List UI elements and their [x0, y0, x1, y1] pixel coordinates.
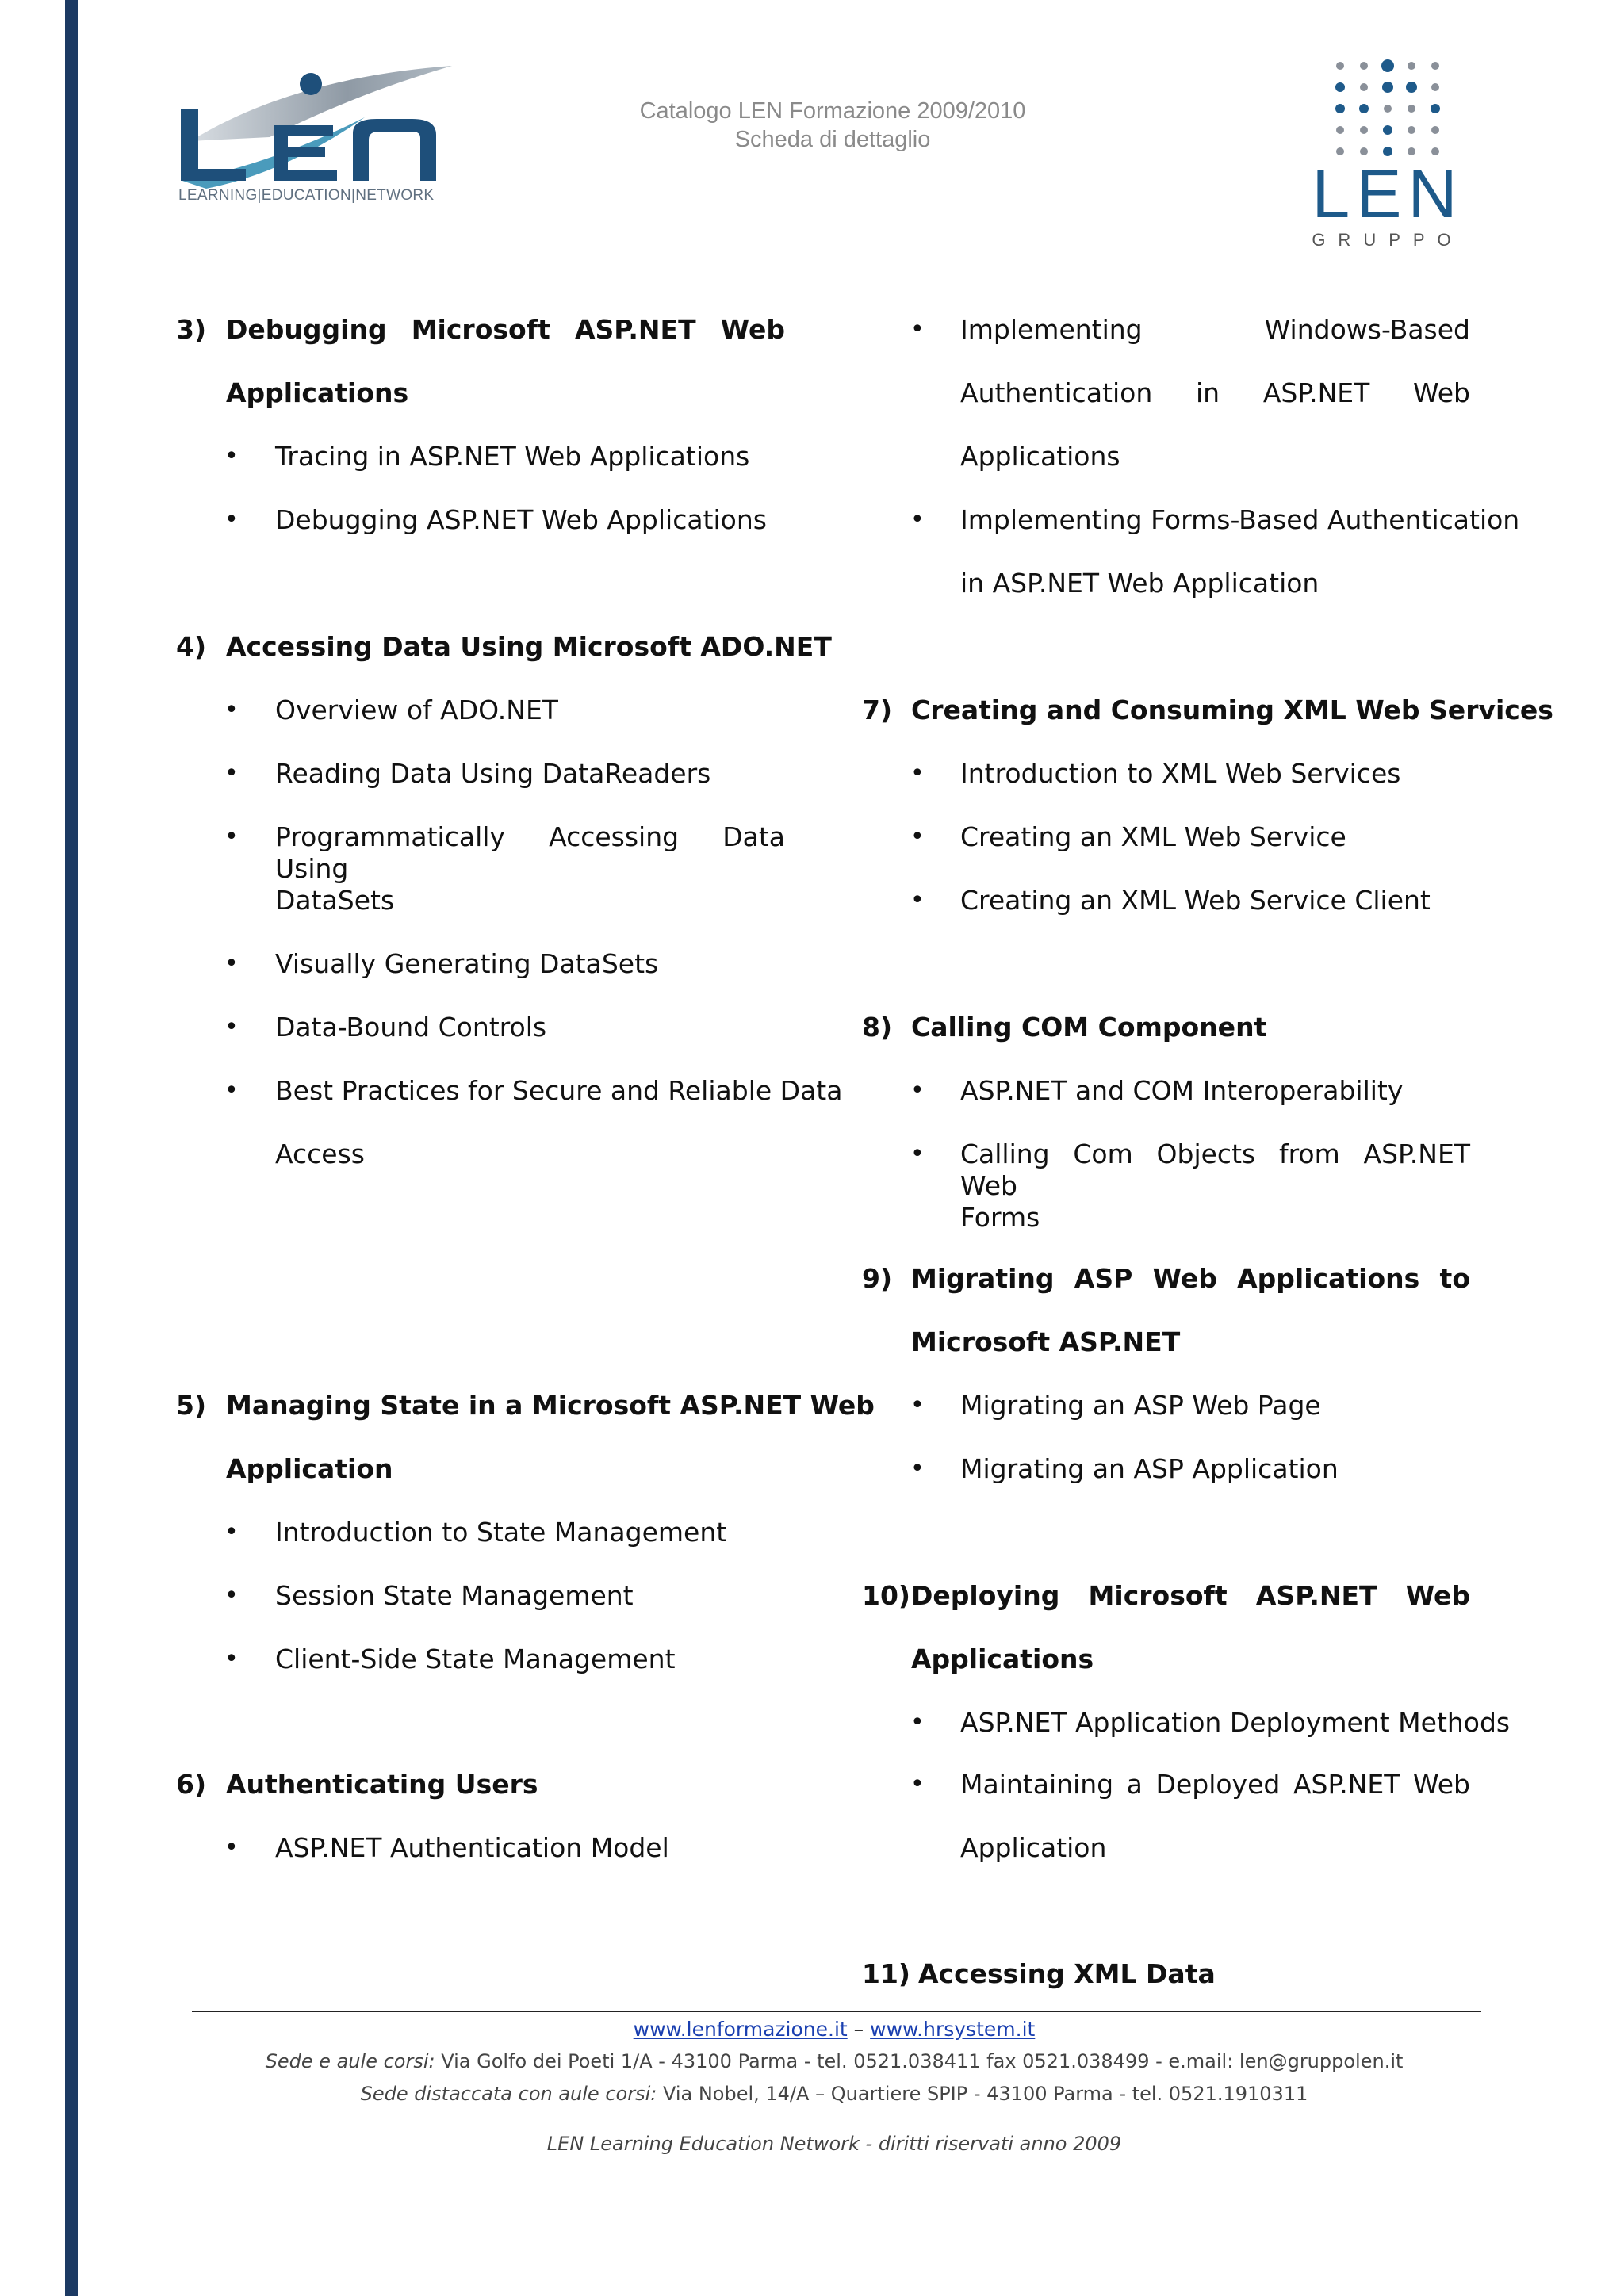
list-item: Visually Generating DataSets: [275, 948, 659, 979]
list-item: Introduction to State Management: [275, 1517, 727, 1548]
footer-copyright: LEN Learning Education Network - diritti riservati anno 2009: [546, 2133, 1122, 2155]
bullet-icon: •: [910, 1391, 925, 1419]
section-number: 9): [862, 1263, 893, 1294]
list-item: Programmatically Accessing Data Using: [275, 821, 785, 884]
section-title-cont: Applications: [226, 377, 409, 408]
bullet-icon: •: [224, 823, 239, 851]
bullet-icon: •: [224, 506, 239, 534]
list-item-cont: Forms: [960, 1202, 1040, 1233]
list-item: Creating an XML Web Service Client: [960, 885, 1431, 916]
section-number: 11): [862, 1958, 911, 1989]
bullet-icon: •: [224, 1645, 239, 1673]
section-title: Creating and Consuming XML Web Services: [911, 695, 1553, 725]
list-item-cont: Application: [960, 1832, 1107, 1863]
section-title: Managing State in a Microsoft ASP.NET Web: [226, 1390, 875, 1421]
gruppo-len-dots-icon: [1300, 54, 1475, 165]
section-number: 3): [176, 314, 207, 345]
list-item: ASP.NET Authentication Model: [275, 1832, 669, 1863]
list-item: Calling Com Objects from ASP.NET Web: [960, 1138, 1470, 1201]
bullet-icon: •: [910, 1077, 925, 1104]
footer-address-label: Sede distaccata con aule corsi:: [360, 2083, 657, 2105]
bullet-icon: •: [224, 696, 239, 724]
footer-divider: [192, 2011, 1481, 2012]
footer-address-text: Via Nobel, 14/A – Quartiere SPIP - 43100 Parma - tel. 0521.1910311: [657, 2083, 1308, 2105]
section-title-word: Debugging: [226, 314, 387, 345]
list-item: Introduction to XML Web Services: [960, 758, 1401, 789]
bullet-icon: •: [910, 1709, 925, 1736]
list-item-cont: Authentication in ASP.NET Web: [960, 377, 1470, 408]
list-item: Client-Side State Management: [275, 1644, 676, 1674]
left-logo-caption: LEARNING|EDUCATION|NETWORK: [178, 187, 435, 204]
bullet-icon: •: [224, 1013, 239, 1041]
bullet-icon: •: [910, 506, 925, 534]
bullet-icon: •: [224, 442, 239, 470]
footer-link-separator: –: [853, 2018, 864, 2041]
left-margin-bar: [65, 0, 78, 2296]
list-item-cont: in ASP.NET Web Application: [960, 568, 1320, 599]
section-number: 7): [862, 695, 893, 725]
section-number: 10): [862, 1580, 911, 1611]
list-item: Reading Data Using DataReaders: [275, 758, 711, 789]
section-number: 8): [862, 1012, 893, 1043]
list-item: Creating an XML Web Service: [960, 821, 1346, 852]
section-title-cont: Application: [226, 1453, 393, 1484]
bullet-icon: •: [910, 823, 925, 851]
footer-address-label: Sede e aule corsi:: [265, 2050, 435, 2072]
bullet-icon: •: [224, 1077, 239, 1104]
footer-links: [0, 2018, 1624, 2041]
list-item-cont: Access: [275, 1138, 365, 1169]
list-item: Migrating an ASP Web Page: [960, 1390, 1321, 1421]
bullet-icon: •: [224, 950, 239, 978]
list-item: Session State Management: [275, 1580, 634, 1611]
bullet-icon: •: [224, 760, 239, 787]
list-item: Debugging ASP.NET Web Applications: [275, 504, 767, 535]
list-item: Implementing Windows-Based: [960, 314, 1470, 345]
bullet-icon: •: [910, 1140, 925, 1168]
footer-link-lenformazione[interactable]: www.lenformazione.it: [633, 2018, 848, 2041]
header-title-line2: Scheda di dettaglio: [734, 127, 931, 152]
section-title-cont: Microsoft ASP.NET: [911, 1326, 1181, 1357]
footer-link-hrsystem[interactable]: www.hrsystem.it: [870, 2018, 1036, 2041]
list-item: Implementing Forms-Based Authentication: [960, 504, 1520, 535]
list-item: Maintaining a Deployed ASP.NET Web: [960, 1769, 1470, 1800]
section-title-word: Web: [720, 314, 785, 345]
bullet-icon: •: [224, 1518, 239, 1546]
section-title: Authenticating Users: [226, 1769, 538, 1800]
list-item: Overview of ADO.NET: [275, 695, 558, 725]
list-item: ASP.NET Application Deployment Methods: [960, 1707, 1511, 1738]
section-title-word: ASP.NET: [574, 314, 696, 345]
list-item: Migrating an ASP Application: [960, 1453, 1339, 1484]
bullet-icon: •: [910, 1770, 925, 1798]
list-item-cont: DataSets: [275, 885, 395, 916]
section-title: Accessing Data Using Microsoft ADO.NET: [226, 631, 832, 662]
header-title-line1: Catalogo LEN Formazione 2009/2010: [639, 98, 1026, 124]
right-logo-sub: GRUPPO: [1312, 230, 1464, 250]
bullet-icon: •: [910, 316, 925, 343]
page-header-title: [603, 97, 1063, 154]
bullet-icon: •: [910, 760, 925, 787]
section-title: Migrating ASP Web Applications to: [911, 1263, 1470, 1294]
section-title: Accessing XML Data: [918, 1958, 1216, 1989]
list-item: Tracing in ASP.NET Web Applications: [275, 441, 750, 472]
section-title-cont: Applications: [911, 1644, 1094, 1674]
section-title: Calling COM Component: [911, 1012, 1267, 1043]
list-item: Best Practices for Secure and Reliable Data: [275, 1075, 843, 1106]
bullet-icon: •: [224, 1582, 239, 1609]
footer-address-main: [0, 2050, 1624, 2072]
section-number: 5): [176, 1390, 207, 1421]
bullet-icon: •: [910, 1455, 925, 1483]
list-item: Data-Bound Controls: [275, 1012, 547, 1043]
list-item-cont: Applications: [960, 441, 1120, 472]
footer-address-secondary: [0, 2083, 1624, 2105]
section-number: 6): [176, 1769, 207, 1800]
section-title: Deploying Microsoft ASP.NET Web: [911, 1580, 1470, 1611]
section-title: [226, 314, 785, 346]
section-title-word: Microsoft: [411, 314, 550, 345]
bullet-icon: •: [910, 886, 925, 914]
bullet-icon: •: [224, 1834, 239, 1862]
footer-address-text: Via Golfo dei Poeti 1/A - 43100 Parma - tel. 0521.038411 fax 0521.038499 - e.mail: len@gruppolen.it: [435, 2050, 1404, 2072]
list-item: ASP.NET and COM Interoperability: [960, 1075, 1404, 1106]
section-number: 4): [176, 631, 207, 662]
right-logo-word: LEN: [1312, 156, 1464, 232]
